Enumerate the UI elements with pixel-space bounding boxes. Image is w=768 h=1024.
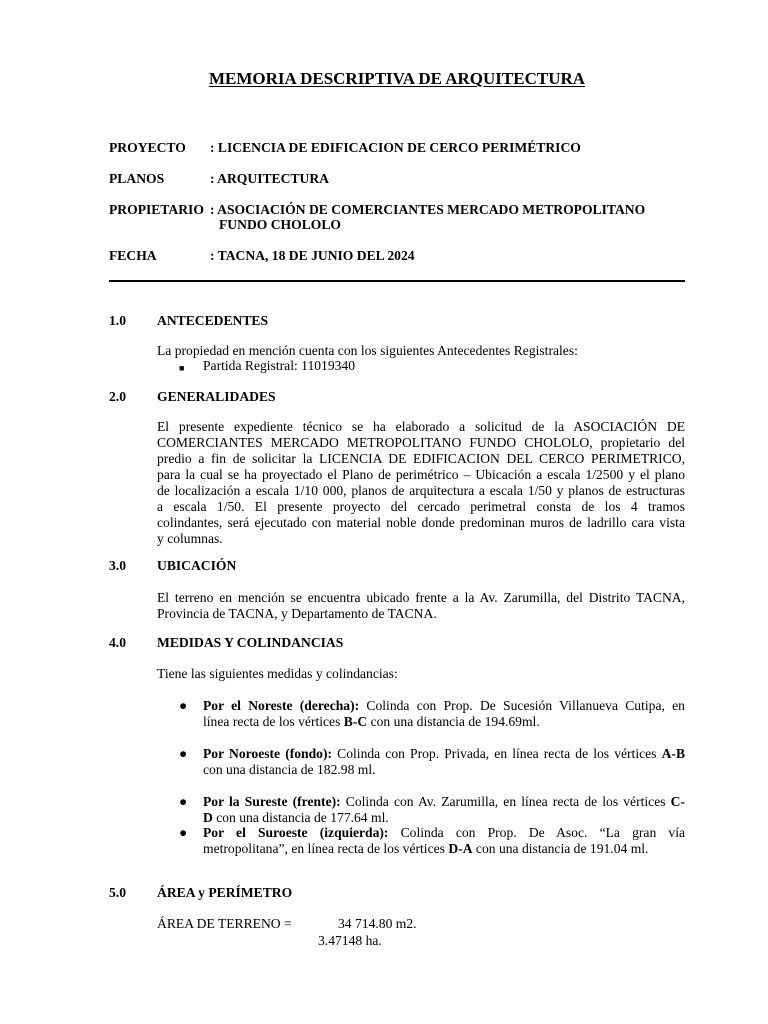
colindancia-noreste — [203, 698, 685, 730]
document-title: MEMORIA DESCRIPTIVA DE ARQUITECTURA — [208, 69, 586, 88]
vertex-label: B-C — [343, 714, 368, 729]
vertex-label: C- — [670, 794, 685, 809]
item-text: con una distancia de 177.64 ml. — [212, 810, 389, 825]
text-line: predio a fin de solicitar la LICENCIA DE EDIFICACION DEL CERCO PERIMETRICO, — [157, 451, 685, 466]
proyecto-value: : LICENCIA DE EDIFICACION DE CERCO PERIMÉTRICO — [210, 140, 581, 155]
text-line: colindantes, será ejecutado con material noble donde predominan muros de ladrillo cara vista — [157, 515, 685, 530]
text-line: para la cual se ha proyectado el Plano de perimétrico – Ubicación a escala 1/2500 y el plano — [157, 467, 685, 482]
square-bullet-icon: ■ — [179, 363, 185, 373]
planos-value: : ARQUITECTURA — [210, 171, 329, 186]
bullet-dot-icon: ● — [179, 746, 188, 761]
bullet-dot-icon: ● — [179, 825, 188, 840]
section-4-number: 4.0 — [109, 635, 126, 650]
section-2-paragraph — [157, 419, 685, 547]
colindancia-noroeste — [203, 746, 685, 778]
item-text: Colinda con Av. Zarumilla, en línea recta de los vértices — [340, 794, 671, 809]
text-line: COMERCIANTES MERCADO METROPOLITANO FUNDO CHOLOLO, propietario del — [157, 435, 685, 450]
text-line: Provincia de TACNA, y Departamento de TACNA. — [157, 606, 437, 621]
text-line — [203, 698, 685, 714]
section-5-number: 5.0 — [109, 885, 126, 900]
text-line: El terreno en mención se encuentra ubicado frente a la Av. Zarumilla, del Distrito TACNA, — [157, 590, 685, 605]
section-3-paragraph — [157, 590, 685, 622]
section-4-intro: Tiene las siguientes medidas y colindancias: — [157, 666, 398, 681]
section-5-title: ÁREA y PERÍMETRO — [157, 885, 293, 900]
text-line: y columnas. — [157, 531, 223, 546]
text-line — [203, 714, 685, 730]
vertex-label: A-B — [661, 746, 686, 761]
propietario-value-2: FUNDO CHOLOLO — [219, 217, 341, 232]
item-text: metropolitana”, en línea recta de los vértices — [203, 841, 449, 856]
colindancia-suroeste — [203, 825, 685, 857]
text-line: El presente expediente técnico se ha elaborado a solicitud de la ASOCIACIÓN DE — [157, 419, 685, 434]
section-4-title: MEDIDAS Y COLINDANCIAS — [157, 635, 344, 650]
fecha-label: FECHA — [109, 248, 157, 263]
vertex-label: D-A — [448, 841, 473, 856]
item-text: con una distancia de 182.98 ml. — [203, 762, 376, 777]
item-text: con una distancia de 194.69ml. — [367, 714, 540, 729]
partida-registral: Partida Registral: 11019340 — [203, 358, 356, 373]
section-1-text: La propiedad en mención cuenta con los siguientes Antecedentes Registrales: — [157, 343, 578, 358]
section-3-title: UBICACIÓN — [157, 558, 237, 573]
bullet-dot-icon: ● — [179, 698, 188, 713]
text-line — [203, 825, 685, 841]
propietario-label: PROPIETARIO — [109, 202, 204, 217]
section-3-number: 3.0 — [109, 558, 126, 573]
area-m2: 34 714.80 m2. — [338, 916, 417, 931]
text-line — [203, 810, 685, 826]
section-2-title: GENERALIDADES — [157, 389, 276, 404]
header-divider — [109, 280, 685, 282]
text-line — [203, 746, 685, 762]
proyecto-label: PROYECTO — [109, 140, 186, 155]
item-text: con una distancia de 191.04 ml. — [472, 841, 649, 856]
item-text: Colinda con Prop. De Asoc. “La gran vía — [388, 825, 685, 840]
section-2-number: 2.0 — [109, 389, 126, 404]
item-text: Colinda con Prop. Privada, en línea recta de los vértices — [332, 746, 662, 761]
fecha-value: : TACNA, 18 DE JUNIO DEL 2024 — [210, 248, 415, 263]
area-ha: 3.47148 ha. — [318, 933, 382, 948]
item-text: línea recta de los vértices — [203, 714, 344, 729]
propietario-value-1: : ASOCIACIÓN DE COMERCIANTES MERCADO METROPOLITANO — [210, 202, 646, 217]
planos-label: PLANOS — [109, 171, 165, 186]
colindancia-sureste — [203, 794, 685, 826]
section-1-title: ANTECEDENTES — [157, 313, 269, 328]
area-label: ÁREA DE TERRENO = — [157, 916, 292, 931]
item-label: Por el Suroeste (izquierda): — [203, 825, 389, 840]
text-line: de localización a escala 1/10 000, planos de arquitectura a escala 1/50 y planos de estructuras — [157, 483, 685, 498]
text-line: a escala 1/50. El presente proyecto del cercado perimetral consta de los 4 tramos — [157, 499, 685, 514]
section-1-number: 1.0 — [109, 313, 126, 328]
bullet-dot-icon: ● — [179, 794, 188, 809]
item-label: Por el Noreste (derecha): — [203, 698, 360, 713]
item-label: Por la Sureste (frente): — [203, 794, 341, 809]
item-label: Por Noroeste (fondo): — [203, 746, 333, 761]
text-line — [203, 794, 685, 810]
item-text: Colinda con Prop. De Sucesión Villanueva Cutipa, en — [359, 698, 685, 713]
vertex-label: D — [203, 810, 213, 825]
text-line — [203, 841, 685, 857]
